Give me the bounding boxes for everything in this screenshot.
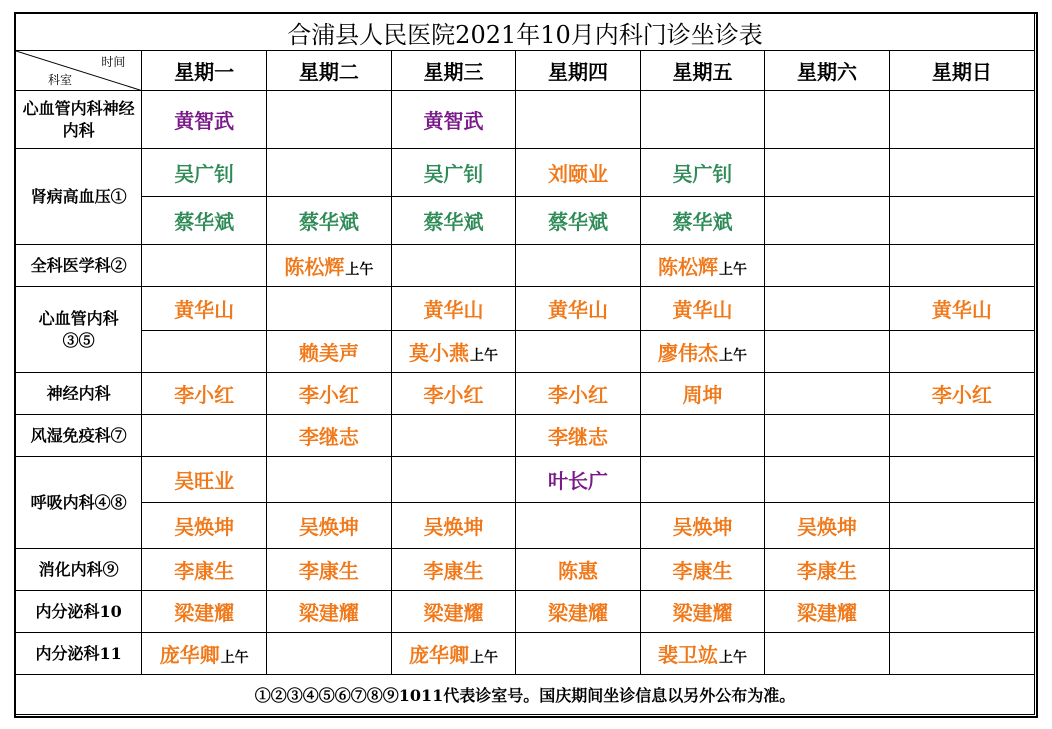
schedule-cell [640,91,765,149]
schedule-cell [142,331,267,373]
department-cell: 心血管内科③⑤ [16,287,142,373]
department-cell: 肾病高血压① [16,149,142,245]
schedule-row [16,591,1035,633]
schedule-cell [142,633,267,675]
schedule-cell [267,149,392,197]
schedule-cell [142,197,267,245]
session-note: 上午 [345,262,374,278]
schedule-cell [889,331,1034,373]
schedule-cell [391,287,516,331]
schedule-cell [765,197,889,245]
schedule-cell [640,149,765,197]
schedule-row [16,373,1035,415]
footer-row [16,675,1035,715]
schedule-cell [640,591,765,633]
schedule-cell [640,503,765,549]
doctor-name: 梁建耀 [797,601,858,625]
schedule-cell [516,457,640,503]
corner-time-label: 时间 [101,55,126,69]
doctor-name: 陈松辉 [658,255,719,279]
schedule-cell [516,245,640,287]
doctor-name: 黄华山 [548,298,609,322]
schedule-cell [889,457,1034,503]
doctor-name: 梁建耀 [174,601,235,625]
doctor-name: 刘颐业 [548,162,609,186]
doctor-name: 蔡华斌 [298,210,359,234]
day-header: 星期三 [391,51,516,91]
schedule-cell [765,633,889,675]
schedule-cell [889,91,1034,149]
doctor-name: 莫小燕 [409,341,469,365]
session-note: 上午 [719,348,748,364]
corner-dept-label: 科室 [48,73,73,87]
schedule-cell [391,503,516,549]
schedule-row [16,457,1035,503]
department-cell: 呼吸内科④⑧ [16,457,142,549]
doctor-name: 李小红 [548,383,609,407]
schedule-cell [267,503,392,549]
doctor-name: 蔡华斌 [174,210,235,234]
schedule-cell [889,633,1034,675]
schedule-cell [889,287,1034,331]
schedule-cell [765,245,889,287]
schedule-cell [142,457,267,503]
schedule-cell [516,373,640,415]
schedule-cell [391,245,516,287]
schedule-cell [267,457,392,503]
day-header: 星期二 [267,51,392,91]
session-note: 上午 [220,650,249,666]
schedule-row [16,287,1035,331]
doctor-name: 吴广钊 [174,162,235,186]
doctor-name: 梁建耀 [423,601,484,625]
doctor-name: 吴焕坤 [672,515,733,539]
schedule-cell [391,633,516,675]
doctor-name: 吴旺业 [174,469,235,493]
doctor-name: 周坤 [682,383,723,407]
doctor-name: 吴焕坤 [423,515,484,539]
schedule-cell [267,633,392,675]
doctor-name: 廖伟杰 [658,341,719,365]
day-header-row [16,51,1035,91]
department-cell: 神经内科 [16,373,142,415]
schedule-row [16,633,1035,675]
footer-note: ①②③④⑤⑥⑦⑧⑨1011代表诊室号。国庆期间坐诊信息以另外公布为准。 [16,675,1035,715]
doctor-name: 赖美声 [298,341,359,365]
doctor-name: 梁建耀 [298,601,359,625]
schedule-cell [516,197,640,245]
schedule-cell [765,373,889,415]
doctor-name: 李小红 [423,383,484,407]
schedule-cell [640,457,765,503]
session-note: 上午 [470,650,498,666]
session-note: 上午 [719,262,748,278]
schedule-cell [889,415,1034,457]
schedule-cell [142,245,267,287]
schedule-cell [765,549,889,591]
doctor-name: 黄华山 [672,298,733,322]
doctor-name: 蔡华斌 [672,210,733,234]
schedule-cell [640,633,765,675]
doctor-name: 黄智武 [174,109,235,133]
day-header: 星期五 [640,51,765,91]
schedule-cell [391,91,516,149]
schedule-cell [516,91,640,149]
schedule-cell [765,149,889,197]
department-cell: 全科医学科② [16,245,142,287]
doctor-name: 吴广钊 [672,162,733,186]
schedule-table [15,13,1035,715]
schedule-cell [267,287,392,331]
schedule-cell [765,591,889,633]
schedule-cell [267,415,392,457]
session-note: 上午 [719,650,748,666]
schedule-cell [640,245,765,287]
schedule-cell [142,549,267,591]
schedule-cell [516,633,640,675]
doctor-name: 梁建耀 [672,601,733,625]
doctor-name: 蔡华斌 [548,210,609,234]
doctor-name: 李康生 [423,559,484,583]
schedule-cell [889,373,1034,415]
schedule-cell [142,373,267,415]
schedule-cell [640,287,765,331]
schedule-cell [889,549,1034,591]
schedule-cell [142,91,267,149]
doctor-name: 黄智武 [423,109,484,133]
doctor-name: 李小红 [298,383,359,407]
doctor-name: 裴卫竑 [658,643,719,667]
schedule-cell [765,503,889,549]
schedule-cell [640,331,765,373]
doctor-name: 李康生 [797,559,858,583]
schedule-cell [142,503,267,549]
schedule-cell [267,91,392,149]
doctor-name: 李康生 [298,559,359,583]
schedule-row [16,549,1035,591]
schedule-cell [142,591,267,633]
schedule-cell [516,591,640,633]
schedule-cell [142,149,267,197]
doctor-name: 吴广钊 [423,162,484,186]
schedule-cell [391,591,516,633]
schedule-cell [267,549,392,591]
schedule-cell [765,457,889,503]
schedule-cell [889,591,1034,633]
doctor-name: 陈惠 [558,559,599,583]
corner-cell [16,51,142,91]
schedule-cell [516,287,640,331]
schedule-cell [889,503,1034,549]
schedule-cell [765,91,889,149]
schedule-cell [142,415,267,457]
day-header: 星期日 [889,51,1034,91]
schedule-cell [640,373,765,415]
schedule-cell [267,197,392,245]
schedule-cell [391,457,516,503]
doctor-name: 吴焕坤 [174,515,235,539]
schedule-cell [391,197,516,245]
schedule-row [16,91,1035,149]
schedule-cell [267,245,392,287]
department-cell: 内分泌科10 [16,591,142,633]
schedule-cell [391,149,516,197]
schedule-cell [889,245,1034,287]
doctor-name: 黄华山 [423,298,484,322]
schedule-cell [889,149,1034,197]
schedule-sheet [14,12,1038,718]
schedule-cell [267,591,392,633]
schedule-cell [516,331,640,373]
schedule-cell [516,415,640,457]
doctor-name: 吴焕坤 [298,515,359,539]
schedule-row [16,197,1035,245]
day-header: 星期六 [765,51,889,91]
schedule-cell [391,373,516,415]
session-note: 上午 [470,348,498,364]
department-cell: 心血管内科神经内科 [16,91,142,149]
doctor-name: 黄华山 [174,298,235,322]
doctor-name: 庞华卿 [159,643,220,667]
doctor-name: 李康生 [174,559,235,583]
schedule-cell [889,197,1034,245]
schedule-cell [391,415,516,457]
doctor-name: 李继志 [548,425,609,449]
department-cell: 风湿免疫科⑦ [16,415,142,457]
department-cell: 内分泌科11 [16,633,142,675]
schedule-row [16,149,1035,197]
schedule-cell [516,149,640,197]
doctor-name: 梁建耀 [548,601,609,625]
schedule-cell [765,415,889,457]
schedule-cell [640,549,765,591]
schedule-cell [640,197,765,245]
doctor-name: 李小红 [931,383,992,407]
schedule-cell [516,549,640,591]
schedule-cell [765,287,889,331]
day-header: 星期一 [142,51,267,91]
schedule-cell [391,331,516,373]
schedule-row [16,415,1035,457]
schedule-cell [391,549,516,591]
doctor-name: 李康生 [672,559,733,583]
schedule-cell [267,373,392,415]
doctor-name: 黄华山 [931,298,992,322]
doctor-name: 蔡华斌 [423,210,484,234]
doctor-name: 庞华卿 [409,643,469,667]
schedule-row [16,245,1035,287]
schedule-cell [267,331,392,373]
schedule-cell [516,503,640,549]
schedule-row [16,331,1035,373]
doctor-name: 吴焕坤 [797,515,858,539]
schedule-row [16,503,1035,549]
doctor-name: 李继志 [298,425,359,449]
doctor-name: 叶长广 [548,469,609,493]
schedule-cell [640,415,765,457]
doctor-name: 李小红 [174,383,235,407]
day-header: 星期四 [516,51,640,91]
schedule-cell [765,331,889,373]
schedule-cell [142,287,267,331]
doctor-name: 陈松辉 [284,255,345,279]
department-cell: 消化内科⑨ [16,549,142,591]
page-title: 合浦县人民医院2021年10月内科门诊坐诊表 [16,14,1035,51]
